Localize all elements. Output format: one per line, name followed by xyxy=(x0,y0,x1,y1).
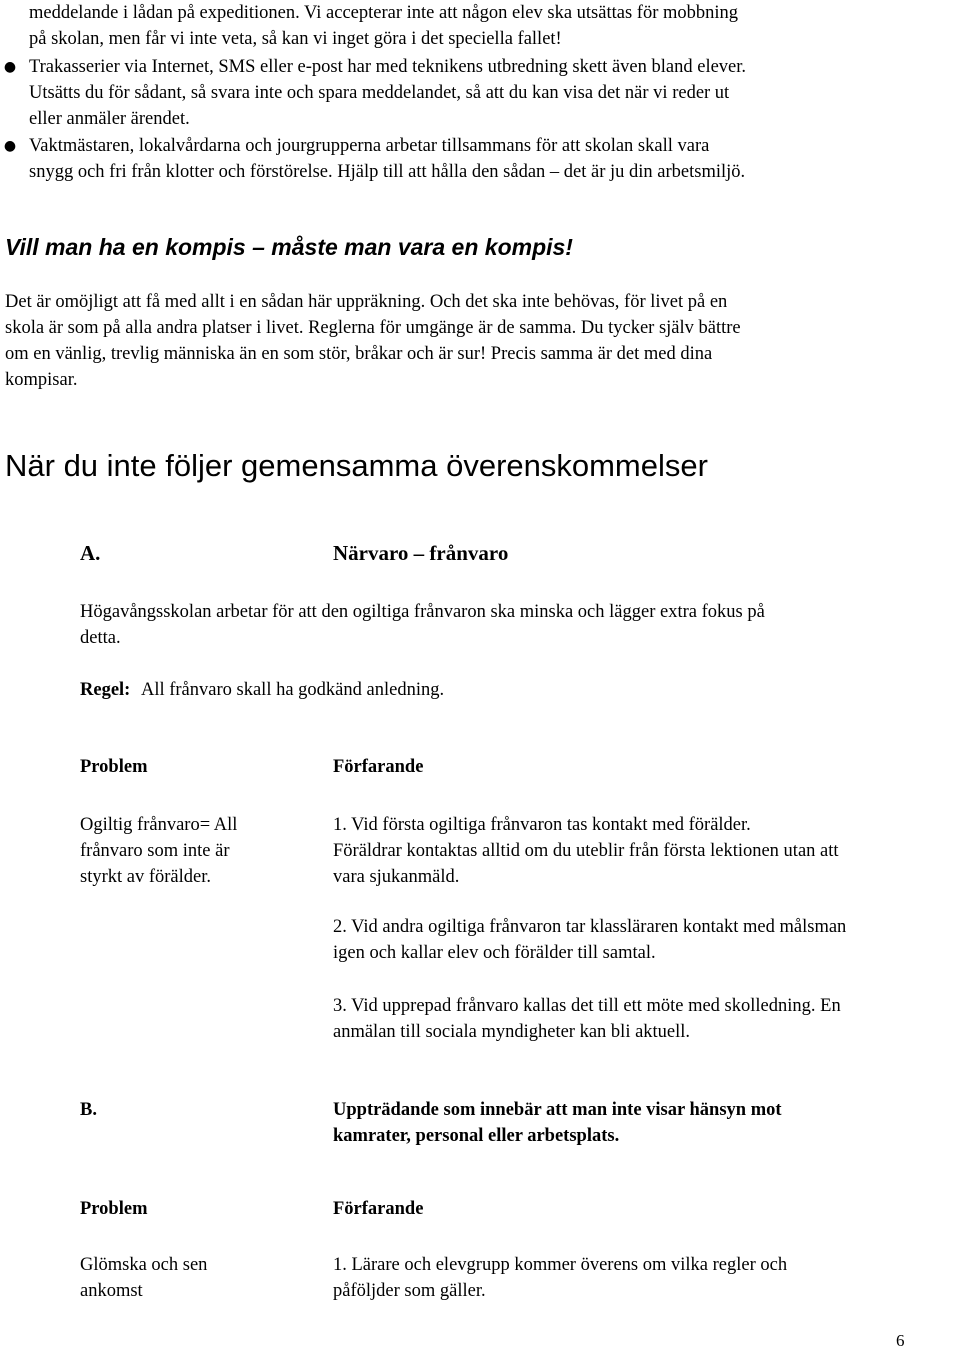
problem-header: Problem xyxy=(80,757,148,777)
text-line: Utsätts du för sådant, så svara inte och spara meddelandet, så att du kan visa det när vi reder ut xyxy=(29,83,730,103)
text-line: på skolan, men får vi inte veta, så kan vi inget göra i det speciella fallet! xyxy=(29,29,562,49)
text-line: skola är som på alla andra platser i livet. Reglerna för umgänge är de samma. Du tycker själv bättre xyxy=(5,318,741,338)
text-line: Det är omöjligt att få med allt i en sådan här uppräkning. Och det ska inte behövas, för livet på en xyxy=(5,292,728,312)
text-line: vara sjukanmäld. xyxy=(333,867,460,887)
bullet-icon: ● xyxy=(3,59,17,75)
text-line: Ogiltig frånvaro= All xyxy=(80,815,238,835)
procedure-header: Förfarande xyxy=(333,1199,424,1219)
text-line: styrkt av förälder. xyxy=(80,867,211,887)
text-line: Högavångsskolan arbetar för att den ogiltiga frånvaron ska minska och lägger extra fokus på xyxy=(80,602,765,622)
rule-label: Regel: xyxy=(80,680,131,700)
section-a-letter: A. xyxy=(80,541,101,565)
text-line: 1. Vid första ogiltiga frånvaron tas kontakt med förälder. xyxy=(333,815,751,835)
text-line: kompisar. xyxy=(5,370,78,390)
procedure-step xyxy=(333,993,958,1045)
text-line: ankomst xyxy=(80,1281,143,1301)
text-line: snygg och fri från klotter och förstörelse. Hjälp till att hålla den sådan – det är ju din arbetsmiljö. xyxy=(29,162,746,182)
section-a-intro xyxy=(80,599,940,651)
section-b-title xyxy=(333,1097,933,1149)
text-line: 2. Vid andra ogiltiga frånvaron tar klassläraren kontakt med målsman xyxy=(333,917,847,937)
procedure-step xyxy=(333,812,958,890)
kompis-paragraph xyxy=(5,289,945,393)
rule-line xyxy=(80,677,940,703)
text-line: anmälan till sociala myndigheter kan bli aktuell. xyxy=(333,1022,691,1042)
text-line: igen och kallar elev och förälder till samtal. xyxy=(333,943,656,963)
section-a-title: Närvaro – frånvaro xyxy=(333,541,509,565)
text-line: 1. Lärare och elevgrupp kommer överens om vilka regler och xyxy=(333,1255,788,1275)
text-line: Uppträdande som innebär att man inte visar hänsyn mot xyxy=(333,1100,782,1120)
bullet-icon: ● xyxy=(3,138,17,154)
procedure-step xyxy=(333,914,958,966)
text-line: påföljder som gäller. xyxy=(333,1281,486,1301)
text-line: Vaktmästaren, lokalvårdarna och jourgrupperna arbetar tillsammans för att skolan skall vara xyxy=(29,136,710,156)
procedure-step xyxy=(333,1252,933,1304)
text-line: om en vänlig, trevlig människa än en som stör, bråkar och är sur! Precis samma är det med dina xyxy=(5,344,713,364)
text-line: Trakasserier via Internet, SMS eller e-post har med teknikens utbredning skett även bland elever. xyxy=(29,57,747,77)
section-heading: När du inte följer gemensamma överenskommelser xyxy=(5,448,708,483)
text-line: Glömska och sen xyxy=(80,1255,208,1275)
rule-text: All frånvaro skall ha godkänd anledning. xyxy=(140,680,445,700)
text-line: eller anmäler ärendet. xyxy=(29,109,190,129)
problem-header: Problem xyxy=(80,1199,148,1219)
text-line: frånvaro som inte är xyxy=(80,841,230,861)
intro-text xyxy=(29,0,949,52)
kompis-heading: Vill man ha en kompis – måste man vara en kompis! xyxy=(5,234,573,260)
text-line: kamrater, personal eller arbetsplats. xyxy=(333,1126,620,1146)
problem-description xyxy=(80,1252,320,1304)
page-number: 6 xyxy=(896,1331,905,1350)
text-line: Föräldrar kontaktas alltid om du uteblir från första lektionen utan att xyxy=(333,841,839,861)
text-line: 3. Vid upprepad frånvaro kallas det till ett möte med skolledning. En xyxy=(333,996,841,1016)
text-line: meddelande i lådan på expeditionen. Vi accepterar inte att någon elev ska utsättas för mobbning xyxy=(29,3,739,23)
problem-description xyxy=(80,812,320,890)
section-b-letter: B. xyxy=(80,1100,97,1120)
text-line: detta. xyxy=(80,628,121,648)
procedure-header: Förfarande xyxy=(333,757,424,777)
